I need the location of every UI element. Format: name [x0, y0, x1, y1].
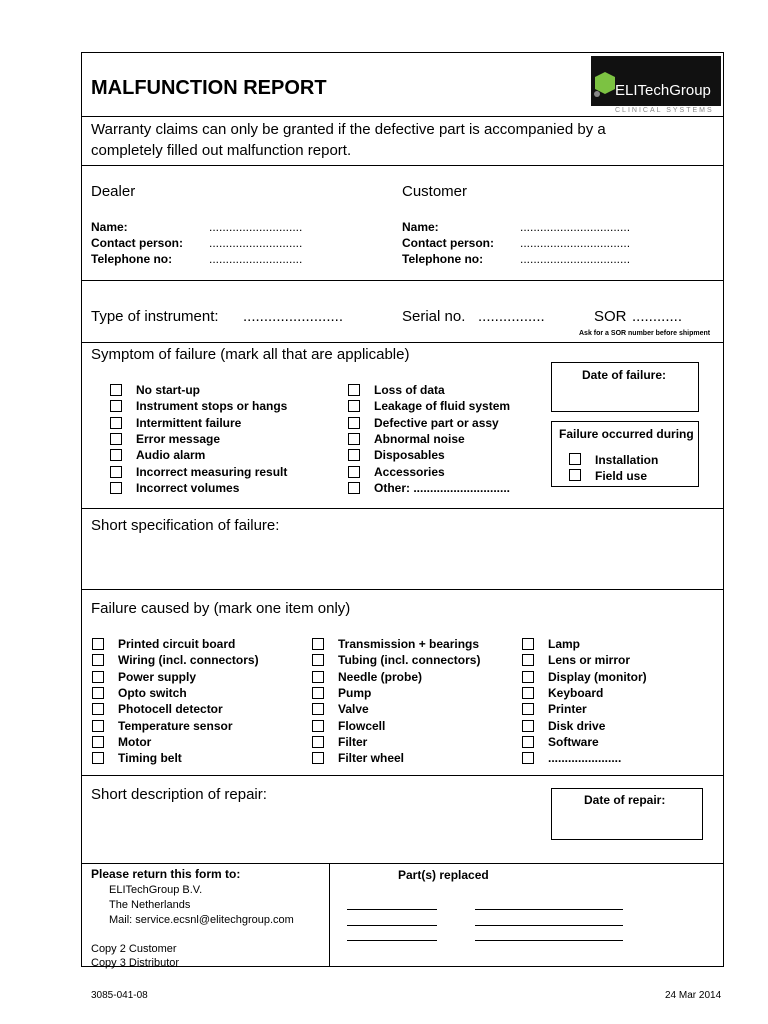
cause-option-label: ...................... — [548, 751, 622, 766]
cause-option-label: Opto switch — [118, 685, 187, 700]
cause-option-checkbox[interactable] — [312, 687, 324, 699]
logo-hexagon-icon — [593, 70, 617, 98]
divider — [81, 342, 724, 343]
failure-occurred-box — [551, 421, 699, 487]
divider — [81, 280, 724, 281]
cause-option-checkbox[interactable] — [522, 703, 534, 715]
cause-option-checkbox[interactable] — [92, 720, 104, 732]
repair-text-area[interactable] — [82, 808, 542, 860]
cause-option-label: Keyboard — [548, 685, 604, 700]
symptom-option-label: Defective part or assy — [374, 415, 499, 430]
symptom-option-checkbox[interactable] — [110, 466, 122, 478]
symptom-option-checkbox[interactable] — [348, 466, 360, 478]
field-use-checkbox[interactable] — [569, 469, 581, 481]
part-line[interactable] — [475, 925, 623, 926]
cause-option-label: Lamp — [548, 637, 581, 651]
cause-option-checkbox[interactable] — [522, 736, 534, 748]
serial-label: Serial no. — [402, 308, 466, 325]
cause-option-checkbox[interactable] — [522, 687, 534, 699]
cause-option-checkbox[interactable] — [92, 752, 104, 764]
symptom-option-label: Incorrect measuring result — [136, 464, 288, 479]
divider — [81, 116, 724, 117]
logo-subtitle: CLINICAL SYSTEMS — [615, 107, 714, 114]
divider — [81, 863, 724, 864]
company-logo — [591, 56, 721, 116]
symptom-option-checkbox[interactable] — [348, 384, 360, 396]
cause-option-label: Power supply — [118, 669, 197, 684]
symptom-option-checkbox[interactable] — [348, 433, 360, 445]
date-of-repair-label: Date of repair: — [584, 793, 666, 807]
part-line[interactable] — [475, 909, 623, 910]
cause-option-checkbox[interactable] — [92, 703, 104, 715]
cause-option-checkbox[interactable] — [92, 638, 104, 650]
date-of-failure-box[interactable] — [551, 362, 699, 412]
symptom-option-checkbox[interactable] — [110, 417, 122, 429]
return-company: ELITechGroup B.V. — [109, 884, 203, 896]
sor-label: SOR — [594, 308, 627, 325]
dealer-name-label: Name: — [91, 220, 128, 234]
customer-name-field[interactable]: ................................. — [520, 220, 631, 234]
cause-option-label: Lens or mirror — [548, 653, 631, 668]
date-of-failure-label: Date of failure: — [582, 368, 667, 382]
symptom-option-checkbox[interactable] — [110, 433, 122, 445]
field-use-label: Field use — [595, 469, 648, 483]
cause-option-label: Valve — [338, 702, 369, 717]
cause-option-checkbox[interactable] — [92, 654, 104, 666]
divider — [329, 863, 330, 967]
cause-option-label: Wiring (incl. connectors) — [118, 653, 259, 668]
cause-option-label: Pump — [338, 685, 372, 700]
cause-option-checkbox[interactable] — [312, 654, 324, 666]
cause-option-label: Filter wheel — [338, 751, 405, 766]
part-line[interactable] — [347, 940, 437, 941]
dealer-name-field[interactable]: ............................ — [209, 220, 303, 234]
cause-option-checkbox[interactable] — [92, 687, 104, 699]
cause-option-label: Display (monitor) — [548, 669, 647, 684]
sor-field[interactable]: ............ — [632, 308, 683, 325]
symptom-option-label: Error message — [136, 431, 221, 446]
return-country: The Netherlands — [109, 899, 191, 911]
caused-heading: Failure caused by (mark one item only) — [91, 600, 351, 617]
specification-text-area[interactable] — [82, 540, 722, 586]
customer-phone-field[interactable]: ................................. — [520, 252, 631, 266]
symptom-option-label: Audio alarm — [136, 448, 206, 463]
cause-option-checkbox[interactable] — [522, 654, 534, 666]
divider — [81, 508, 724, 509]
cause-option-label: Tubing (incl. connectors) — [338, 653, 481, 668]
cause-option-label: Motor — [118, 734, 152, 749]
logo-name: ELITechGroup — [615, 82, 711, 99]
failure-occurred-label: Failure occurred during — [559, 427, 694, 441]
cause-option-label: Timing belt — [118, 751, 182, 766]
customer-name-label: Name: — [402, 220, 439, 234]
cause-option-checkbox[interactable] — [522, 671, 534, 683]
cause-option-label: Needle (probe) — [338, 669, 423, 684]
cause-option-label: Software — [548, 734, 599, 749]
divider — [81, 589, 724, 590]
copy-customer: Copy 2 Customer — [91, 943, 177, 955]
divider — [81, 165, 724, 166]
page-title: MALFUNCTION REPORT — [91, 77, 327, 99]
cause-option-checkbox[interactable] — [92, 736, 104, 748]
symptom-option-checkbox[interactable] — [110, 384, 122, 396]
dealer-heading: Dealer — [91, 183, 136, 200]
symptom-option-checkbox[interactable] — [110, 400, 122, 412]
cause-option-label: Transmission + bearings — [338, 637, 480, 651]
part-line[interactable] — [475, 940, 623, 941]
cause-option-checkbox[interactable] — [92, 671, 104, 683]
cause-option-label: Flowcell — [338, 718, 386, 733]
cause-option-label: Disk drive — [548, 718, 606, 733]
symptom-option-label: Intermittent failure — [136, 415, 242, 430]
cause-option-label: Printed circuit board — [118, 637, 236, 651]
cause-option-checkbox[interactable] — [312, 703, 324, 715]
cause-option-label: Photocell detector — [118, 702, 223, 717]
symptom-option-label: Disposables — [374, 448, 445, 463]
symptom-option-checkbox[interactable] — [348, 449, 360, 461]
part-line[interactable] — [347, 909, 437, 910]
symptom-option-label: Abnormal noise — [374, 431, 465, 446]
symptom-option-checkbox[interactable] — [110, 449, 122, 461]
symptom-option-label: Instrument stops or hangs — [136, 399, 288, 414]
instrument-type-label: Type of instrument: — [91, 308, 219, 325]
cause-option-checkbox[interactable] — [312, 671, 324, 683]
dealer-contact-field[interactable]: ............................ — [209, 236, 303, 250]
warranty-line-2: completely filled out malfunction report. — [91, 142, 352, 159]
cause-option-checkbox[interactable] — [312, 736, 324, 748]
symptom-option-label: Loss of data — [374, 383, 445, 397]
symptom-option-label: No start-up — [136, 383, 200, 397]
cause-option-checkbox[interactable] — [522, 638, 534, 650]
instrument-type-field[interactable]: ........................ — [243, 308, 344, 325]
cause-option-label: Printer — [548, 702, 587, 717]
installation-checkbox[interactable] — [569, 453, 581, 465]
cause-option-label: Temperature sensor — [118, 718, 233, 733]
symptom-option-checkbox[interactable] — [348, 482, 360, 494]
symptom-heading: Symptom of failure (mark all that are applicable) — [91, 346, 410, 363]
repair-heading: Short description of repair: — [91, 786, 267, 803]
cause-option-checkbox[interactable] — [312, 720, 324, 732]
cause-option-checkbox[interactable] — [312, 638, 324, 650]
part-line[interactable] — [347, 925, 437, 926]
symptom-option-label: Leakage of fluid system — [374, 399, 511, 414]
return-heading: Please return this form to: — [91, 867, 241, 881]
cause-option-checkbox[interactable] — [312, 752, 324, 764]
footer-date: 24 Mar 2014 — [665, 990, 722, 1001]
cause-option-checkbox[interactable] — [522, 720, 534, 732]
serial-field[interactable]: ................ — [478, 308, 545, 325]
customer-contact-field[interactable]: ................................. — [520, 236, 631, 250]
symptom-option-checkbox[interactable] — [348, 417, 360, 429]
divider — [81, 775, 724, 776]
symptom-option-checkbox[interactable] — [110, 482, 122, 494]
date-of-repair-box[interactable] — [551, 788, 703, 840]
installation-label: Installation — [595, 453, 659, 467]
symptom-option-label: Accessories — [374, 464, 445, 479]
warranty-line-1: Warranty claims can only be granted if the defective part is accompanied by a — [91, 121, 606, 138]
symptom-option-label: Other: ............................. — [374, 480, 511, 495]
copy-distributor: Copy 3 Distributor — [91, 957, 180, 969]
parts-replaced-label: Part(s) replaced — [398, 868, 489, 882]
cause-option-checkbox[interactable] — [522, 752, 534, 764]
dealer-contact-label: Contact person: — [91, 236, 184, 250]
cause-option-label: Filter — [338, 734, 368, 749]
return-mail: Mail: service.ecsnl@elitechgroup.com — [109, 914, 294, 926]
sor-note: Ask for a SOR number before shipment — [579, 330, 711, 337]
customer-phone-label: Telephone no: — [402, 252, 484, 266]
dealer-phone-field[interactable]: ............................ — [209, 252, 303, 266]
doc-number: 3085-041-08 — [91, 990, 148, 1001]
customer-heading: Customer — [402, 183, 468, 200]
dealer-phone-label: Telephone no: — [91, 252, 173, 266]
specification-heading: Short specification of failure: — [91, 517, 280, 534]
customer-contact-label: Contact person: — [402, 236, 495, 250]
symptom-option-label: Incorrect volumes — [136, 480, 240, 495]
symptom-option-checkbox[interactable] — [348, 400, 360, 412]
